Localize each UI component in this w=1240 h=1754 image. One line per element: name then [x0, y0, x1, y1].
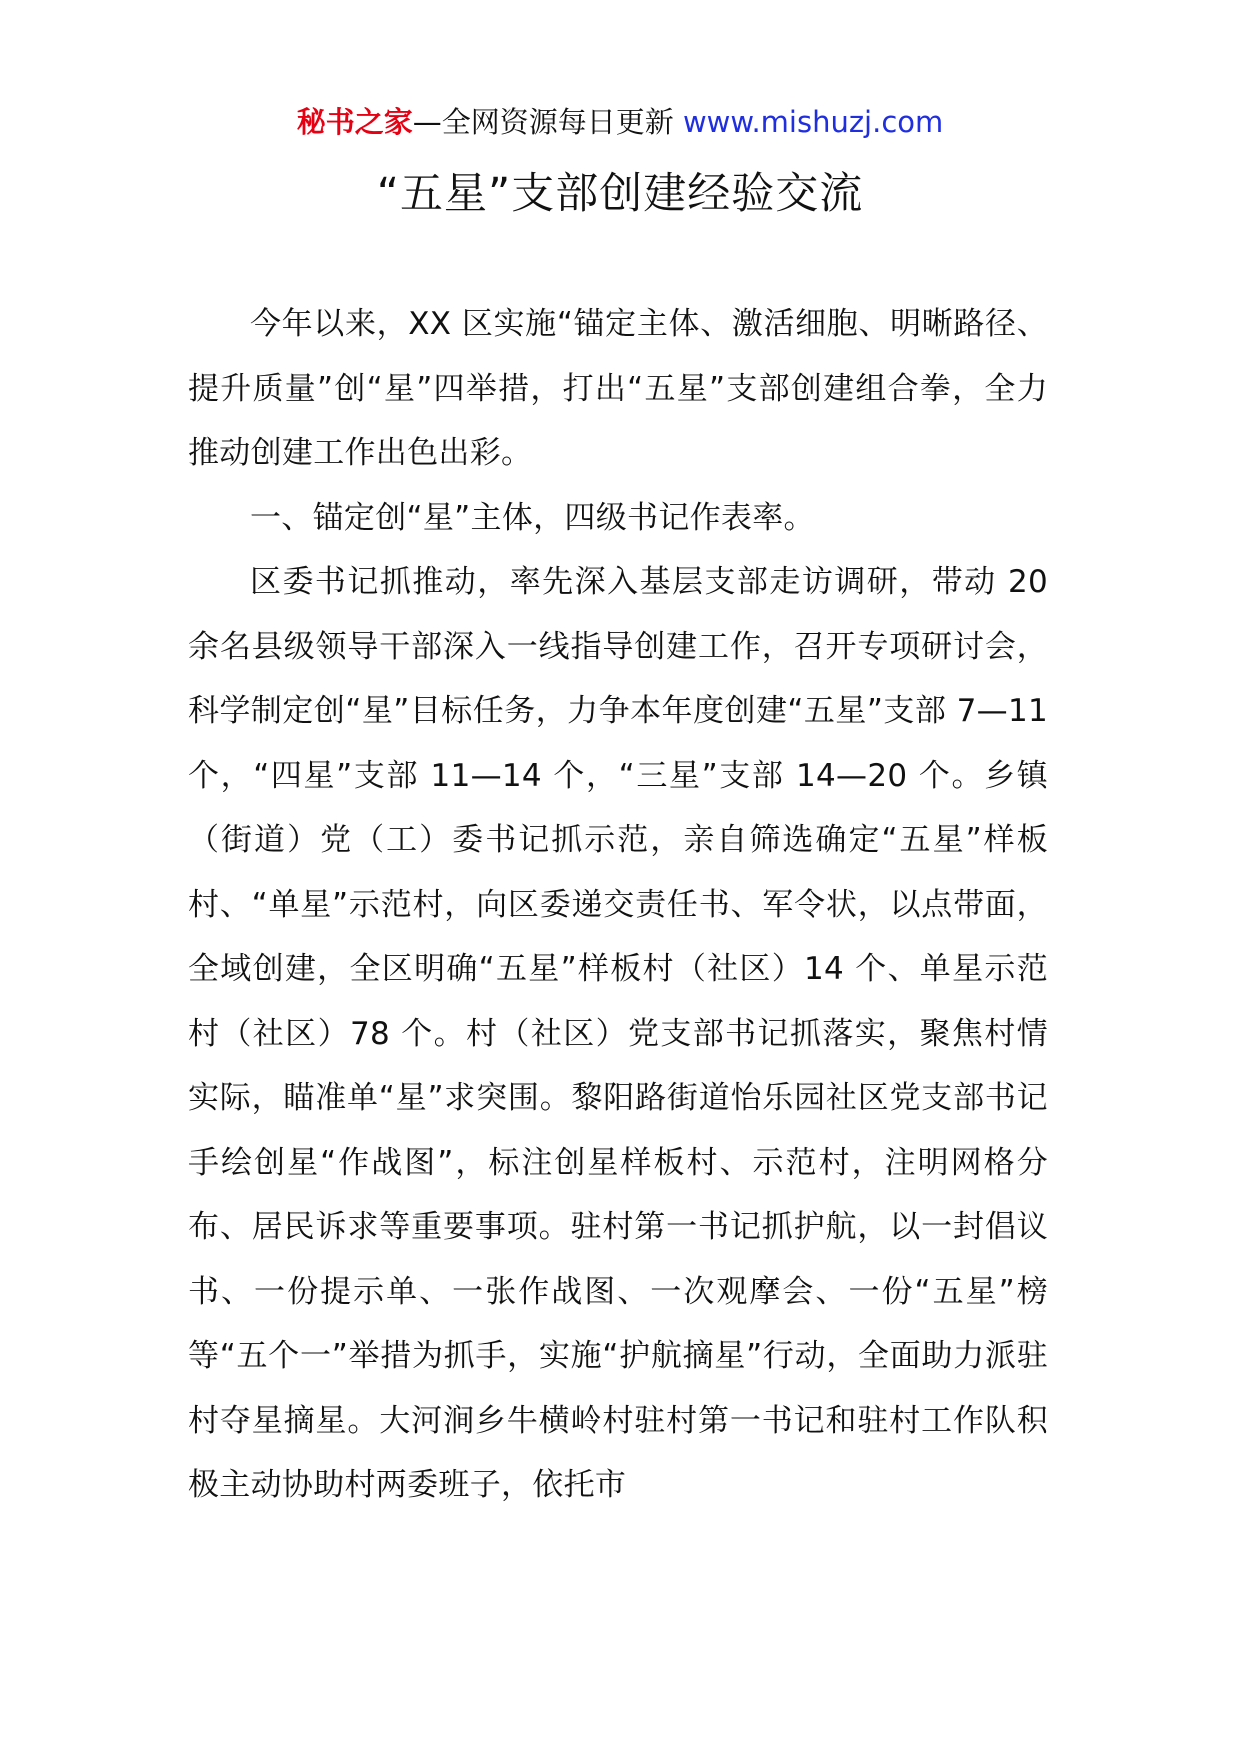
watermark-brand: 秘书之家 — [296, 105, 413, 139]
document-body — [188, 292, 1048, 1518]
document-title: “五星”支部创建经验交流 — [376, 169, 864, 219]
watermark-slogan: —全网资源每日更新 — [412, 105, 674, 139]
paragraph-section-1: 区委书记抓推动，率先深入基层支部走访调研，带动 20 余名县级领导干部深入一线指导创建工作，召开专项研讨会，科学制定创“星”目标任务，力争本年度创建“五星”支部 7—11 个，“四星”支部 11—14 个，“三星”支部 14—20 个。乡镇（街道）党（工）委书记抓示范，亲自筛选确定“五星”样板村、“单星”示范村，向区委递交责任书、军令状，以点带面，全域创建，全区明确“五星”样板村（社区）14 个、单星示范村（社区）78 个。村（社区）党支部书记抓落实，聚焦村情实际，瞄准单“星”求突围。黎阳路街道怡乐园社区党支部书记手绘创星“作战图”，标注创星样板村、示范村，注明网格分布、居民诉求等重要事项。驻村第一书记抓护航，以一封倡议书、一份提示单、一张作战图、一次观摩会、一份“五星”榜等“五个一”举措为抓手，实施“护航摘星”行动，全面助力派驻村夺星摘星。大河涧乡牛横岭村驻村第一书记和驻村工作队积极主动协助村两委班子，依托市 — [188, 564, 1048, 1503]
watermark-header — [0, 102, 1240, 142]
section-heading-1: 一、锚定创“星”主体，四级书记作表率。 — [250, 499, 815, 536]
watermark-url[interactable]: www.mishuzj.com — [682, 105, 944, 139]
paragraph-intro: 今年以来，XX 区实施“锚定主体、激活细胞、明晰路径、提升质量”创“星”四举措，打出“五星”支部创建组合拳，全力推动创建工作出色出彩。 — [188, 306, 1048, 471]
